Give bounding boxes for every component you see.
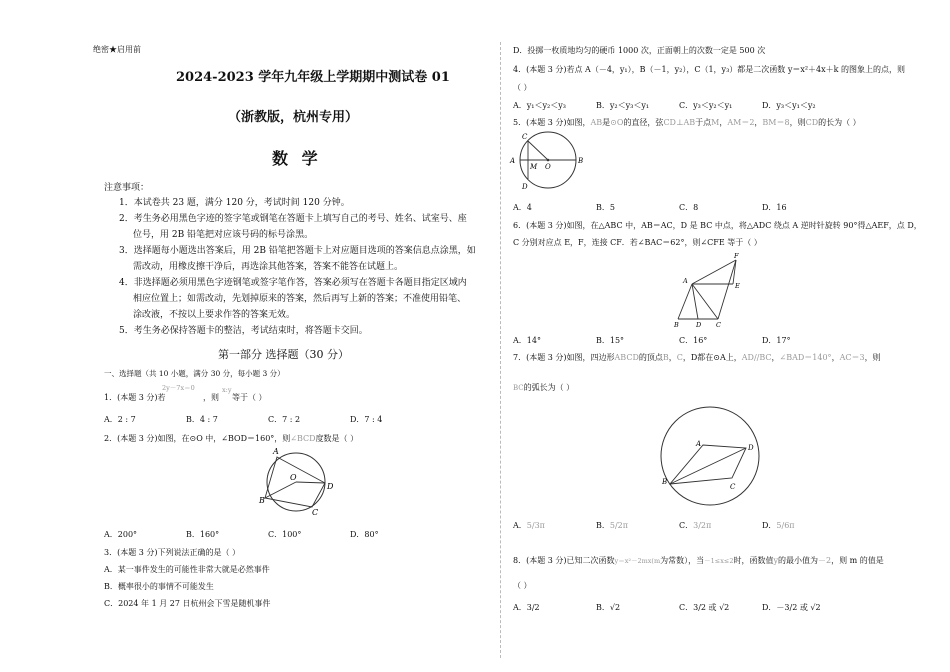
svg-text:F: F — [734, 252, 739, 260]
q2-circle-figure — [250, 443, 340, 521]
q3-stem: 3．(本题 3 分)下列说法正确的是（ ） — [104, 548, 241, 557]
note-4-cont: 相应位置上；如需改动，先划掉原来的答案，然后再写上新的答案；不准使用铅笔、 — [133, 294, 467, 304]
q1-option-d[interactable]: D．7 : 4 — [350, 415, 383, 424]
q8-option-d[interactable]: D．－3/2 或 √2 — [762, 603, 821, 612]
q2-stem: 2．(本题 3 分)如图，在⊙O 中，∠BOD＝160°，则∠BCD度数是（ ） — [104, 434, 359, 443]
q7-stem: 7．(本题 3 分)如图，四边形ABCD的顶点B，C，D都在⊙A上，AD//BC，∠BAD＝140°，AC＝3，则 — [513, 353, 881, 362]
q1-stem-a: 1．(本题 3 分)若 — [104, 393, 166, 402]
svg-text:O: O — [290, 473, 297, 482]
q5-stem: 5．(本题 3 分)如图，AB是⊙O的直径，弦CD⊥AB于点M，AM＝2，BM＝8，则CD的长为（ ） — [513, 118, 861, 127]
q8-option-b[interactable]: B．√2 — [596, 603, 621, 612]
exam-subtitle: （浙教版，杭州专用） — [228, 110, 359, 125]
q8-stem: 8．(本题 3 分)已知二次函数y＝x²－2mx(m为常数），当－1≤x≤2时，函数值y的最小值为－2，则 m 的值是 — [513, 556, 884, 565]
q6-option-a[interactable]: A．14° — [513, 336, 541, 345]
note-5: 5．考生务必保持答题卡的整洁，考试结束时，将答题卡交回。 — [119, 326, 368, 336]
svg-text:D: D — [696, 321, 702, 329]
q7-option-d[interactable]: D．5/6π — [762, 521, 795, 530]
svg-text:A: A — [683, 277, 688, 285]
q5-option-d[interactable]: D．16 — [762, 203, 787, 212]
q6-option-b[interactable]: B．15° — [596, 336, 625, 345]
q4-option-c[interactable]: C．y₃＜y₂＜y₁ — [679, 101, 733, 110]
svg-text:B: B — [259, 496, 265, 505]
q5-option-b[interactable]: B．5 — [596, 203, 615, 212]
q6-option-d[interactable]: D．17° — [762, 336, 791, 345]
svg-text:B: B — [674, 321, 679, 329]
part-heading: 第一部分 选择题（30 分） — [218, 348, 349, 361]
q6-triangle-figure — [670, 252, 750, 330]
svg-text:C: C — [522, 133, 528, 141]
q6-stem-line2: C 分别对应点 E，F，连接 CF．若∠BAC＝62°，则∠CFE 等于（ ） — [513, 238, 762, 247]
secret-label: 绝密★启用前 — [93, 45, 141, 54]
note-3: 3．选择题每小题选出答案后，用 2B 铅笔把答题卡上对应题目选项的答案信息点涂黑，如 — [119, 246, 476, 256]
q4-paren: （ ） — [513, 83, 532, 92]
q8-option-c[interactable]: C．3/2 或 √2 — [679, 603, 730, 612]
note-2-cont: 位号，用 2B 铅笔把对应该号码的标号涂黑。 — [133, 230, 314, 240]
q2-option-b[interactable]: B．160° — [186, 530, 220, 539]
svg-text:C: C — [716, 321, 721, 329]
svg-text:O: O — [545, 163, 551, 171]
q7-circle-figure — [658, 404, 766, 510]
q5-option-c[interactable]: C．8 — [679, 203, 699, 212]
q4-option-b[interactable]: B．y₂＜y₃＜y₁ — [596, 101, 650, 110]
q4-option-a[interactable]: A．y₁＜y₂＜y₃ — [513, 101, 566, 110]
note-3-cont: 需改动，用橡皮擦干净后，再选涂其他答案，答案不能答在试题上。 — [133, 262, 404, 272]
note-1: 1．本试卷共 23 题，满分 120 分，考试时间 120 分钟。 — [119, 198, 350, 208]
subject-title: 数 学 — [272, 149, 322, 168]
svg-text:A: A — [696, 440, 702, 448]
svg-text:D: D — [522, 183, 528, 191]
q3-option-d[interactable]: D．投掷一枚质地均匀的硬币 1000 次，正面朝上的次数一定是 500 次 — [513, 46, 766, 55]
q3-option-a[interactable]: A．某一事件发生的可能性非常大就是必然事件 — [104, 565, 270, 574]
svg-text:C: C — [312, 508, 319, 517]
q1-stem-b: ，则 — [203, 393, 219, 402]
q5-option-a[interactable]: A．4 — [513, 203, 532, 212]
q2-option-d[interactable]: D．80° — [350, 530, 379, 539]
svg-text:A: A — [273, 447, 279, 456]
q5-circle-figure — [508, 128, 588, 192]
q1-option-c[interactable]: C．7 : 2 — [268, 415, 301, 424]
note-2: 2．考生务必用黑色字迹的签字笔或钢笔在答题卡上填写自己的考号、姓名、试室号、座 — [119, 214, 467, 224]
q7-option-b[interactable]: B．5/2π — [596, 521, 629, 530]
q8-option-a[interactable]: A．3/2 — [513, 603, 540, 612]
svg-text:D: D — [327, 482, 334, 491]
q7-stem-2: BC的弧长为（ ） — [513, 383, 575, 392]
notes-heading: 注意事项： — [104, 183, 150, 193]
exam-title: 2024-2023 学年九年级上学期期中测试卷 01 — [176, 70, 450, 85]
svg-text:M: M — [530, 163, 538, 171]
q7-option-a[interactable]: A．5/3π — [513, 521, 545, 530]
q8-paren: （ ） — [513, 581, 532, 590]
svg-text:E: E — [735, 282, 740, 290]
q3-option-c[interactable]: C．2024 年 1 月 27 日杭州会下雪是随机事件 — [104, 599, 271, 608]
q1-option-a[interactable]: A．2 : 7 — [104, 415, 136, 424]
svg-text:D: D — [748, 444, 754, 452]
svg-text:B: B — [662, 478, 668, 486]
q6-option-c[interactable]: C．16° — [679, 336, 708, 345]
q6-stem-line1: 6．(本题 3 分)如图，在△ABC 中，AB＝AC，D 是 BC 中点，将△ADC 绕点 A 逆时针旋转 90°得△AEF，点 D， — [513, 221, 922, 230]
q1-formula: 2y－7x＝0 — [162, 384, 195, 392]
q3-option-b[interactable]: B．概率很小的事情不可能发生 — [104, 582, 214, 591]
q1-fraction: x:y — [222, 386, 232, 394]
note-4-cont2: 涂改液，不按以上要求作答的答案无效。 — [133, 310, 296, 320]
svg-text:A: A — [510, 157, 516, 165]
column-divider — [500, 42, 501, 658]
q4-option-d[interactable]: D．y₃＜y₁＜y₂ — [762, 101, 816, 110]
q2-option-c[interactable]: C．100° — [268, 530, 302, 539]
q2-option-a[interactable]: A．200° — [104, 530, 138, 539]
svg-text:B: B — [578, 157, 584, 165]
q7-option-c[interactable]: C．3/2π — [679, 521, 712, 530]
note-4: 4．非选择题必须用黑色字迹钢笔或签字笔作答，答案必须写在答题卡各题目指定区域内 — [119, 278, 467, 288]
section-heading: 一、选择题（共 10 小题，满分 30 分，每小题 3 分） — [104, 369, 285, 378]
q1-option-b[interactable]: B．4 : 7 — [186, 415, 218, 424]
q1-stem-c: 等于（ ） — [232, 393, 267, 402]
svg-text:C: C — [730, 483, 736, 491]
q4-stem: 4．(本题 3 分)若点 A（－4，y₁），B（－1，y₂），C（1，y₃）都是二次函数 y＝x²＋4x＋k 的图象上的点，则 — [513, 65, 906, 74]
